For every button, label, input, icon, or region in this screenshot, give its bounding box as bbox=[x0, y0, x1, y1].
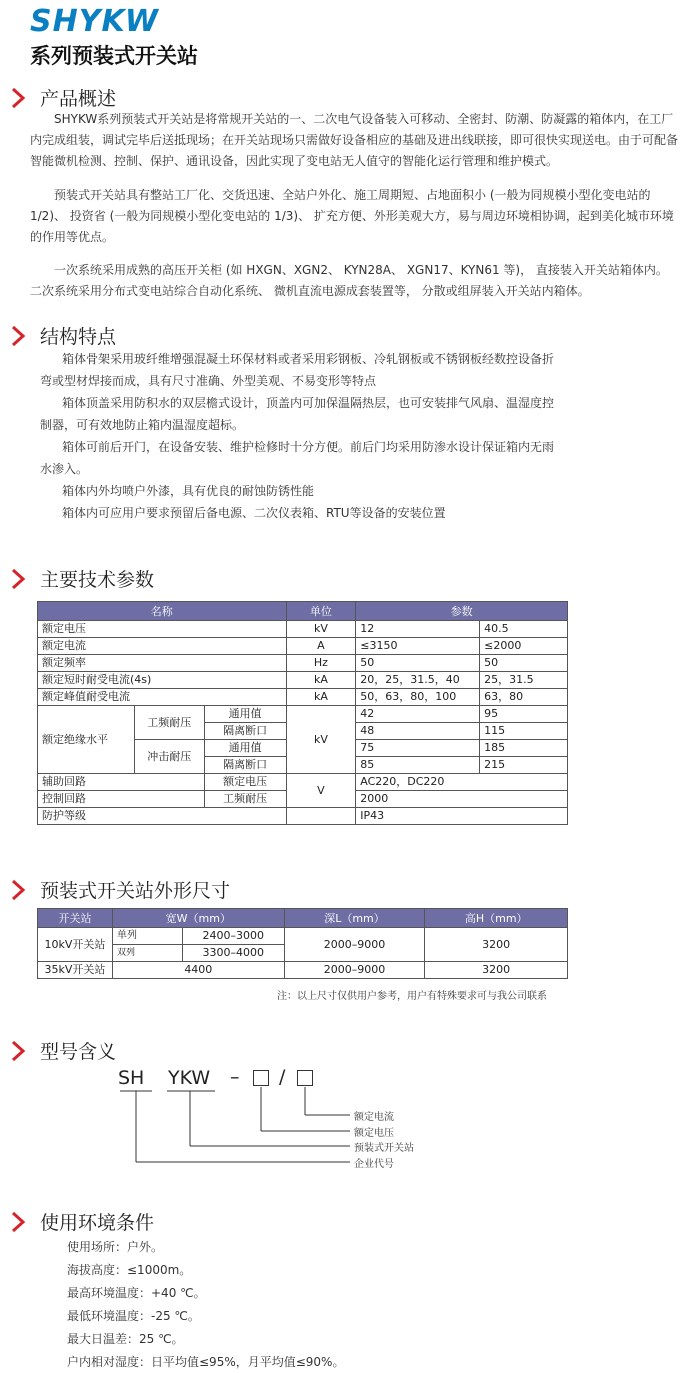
header-unit: 单位 bbox=[286, 602, 356, 621]
cell-value: 20，25，31.5，40 bbox=[356, 672, 480, 689]
brand-logo: SHYKW bbox=[30, 4, 159, 39]
cell-subname: 额定电压 bbox=[204, 774, 286, 791]
section-title: 结构特点 bbox=[40, 326, 117, 348]
env-line: 最低环境温度：-25 ℃。 bbox=[67, 1309, 200, 1323]
chevron-right-icon bbox=[8, 1210, 30, 1234]
env-line: 最高环境温度：+40 ℃。 bbox=[67, 1286, 206, 1300]
cell-name: 10kV开关站 bbox=[38, 928, 113, 962]
section-title: 预装式开关站外形尺寸 bbox=[40, 880, 231, 902]
env-line: 使用场所：户外。 bbox=[67, 1240, 164, 1254]
section-title: 使用环境条件 bbox=[40, 1212, 155, 1234]
cell-value: 115 bbox=[480, 723, 568, 740]
cell-name: 辅助回路 bbox=[38, 774, 205, 791]
section-title: 产品概述 bbox=[40, 88, 117, 110]
cell-value: 185 bbox=[480, 740, 568, 757]
env-line: 海拔高度：≤1000m。 bbox=[67, 1263, 192, 1277]
cell-value: 3300–4000 bbox=[182, 945, 284, 962]
env-line: 户内相对湿度：日平均值≤95%，月平均值≤90%。 bbox=[67, 1355, 345, 1369]
cell-value: 2000 bbox=[356, 791, 568, 808]
cell-value: 25，31.5 bbox=[480, 672, 568, 689]
structure-line: 箱体骨架采用玻纤维增强混凝土环保材料或者采用彩钢板、冷轧钢板或不锈钢板经数控设备折 bbox=[62, 352, 555, 366]
section-title: 主要技术参数 bbox=[40, 569, 155, 591]
cell-name: 额定短时耐受电流(4s) bbox=[38, 672, 287, 689]
cell-name: 额定电流 bbox=[38, 638, 287, 655]
header-height: 高H（mm） bbox=[425, 909, 568, 928]
header-param: 参数 bbox=[356, 602, 568, 621]
model-code-sh: SH bbox=[118, 1067, 145, 1089]
model-label-current: 额定电流 bbox=[354, 1112, 394, 1123]
overview-paragraph-1: SHYKW系列预装式开关站是将常规开关站的一、二次电气设备装入可移动、全密封、防潮、防凝露的箱体内，在工厂内完成组装，调试完毕后送抵现场；在开关站现场只需做好设备相应的基础及进出线联接，即可很快实现送电。由于可配备智能微机检测、控制、保护、通讯设备，因此实现了变电站无人值守的智能化运行管理和维护模式。 bbox=[30, 112, 679, 168]
structure-line: 箱体内外均喷户外漆，具有优良的耐蚀防锈性能 bbox=[62, 484, 315, 498]
cell-name: 额定频率 bbox=[38, 655, 287, 672]
cell-unit: V bbox=[286, 774, 356, 808]
header-width: 宽W（mm） bbox=[112, 909, 284, 928]
cell-value: 2400–3000 bbox=[182, 928, 284, 945]
cell-name: 额定电压 bbox=[38, 621, 287, 638]
cell-subname: 通用值 bbox=[204, 706, 286, 723]
cell-subname: 工频耐压 bbox=[134, 706, 204, 740]
header-name: 名称 bbox=[38, 602, 287, 621]
cell-name: 防护等级 bbox=[38, 808, 287, 825]
cell-unit: kA bbox=[286, 672, 356, 689]
section-env-header bbox=[8, 1208, 154, 1235]
model-slash: / bbox=[279, 1066, 286, 1088]
overview-paragraph-2: 预装式开关站具有整站工厂化、交货迅速、全站户外化、施工周期短、占地面积小 (一般为同规模小型化变电站的1/2)、 投资省 (一般为同规模小型化变电站的 1/3)、 扩充方便、外形美观大方，易与周边环境相协调，起到美化城市环境的作用等优点。 bbox=[30, 188, 674, 244]
cell-unit: kV bbox=[286, 621, 356, 638]
cell-value: 95 bbox=[480, 706, 568, 723]
cell-value: 215 bbox=[480, 757, 568, 774]
cell-unit: A bbox=[286, 638, 356, 655]
cell-name: 额定峰值耐受电流 bbox=[38, 689, 287, 706]
header-depth: 深L（mm） bbox=[284, 909, 425, 928]
structure-line: 制器，可有效地防止箱内温湿度超标。 bbox=[40, 418, 245, 432]
model-label-voltage: 额定电压 bbox=[354, 1128, 394, 1139]
cell-subname: 双列 bbox=[112, 945, 182, 962]
cell-subname: 单列 bbox=[112, 928, 182, 945]
cell-unit: kA bbox=[286, 689, 356, 706]
cell-subname: 通用值 bbox=[204, 740, 286, 757]
model-code-ykw: YKW bbox=[168, 1067, 211, 1089]
cell-value: ≤2000 bbox=[480, 638, 568, 655]
model-label-company: 企业代号 bbox=[354, 1159, 394, 1170]
cell-value: 4400 bbox=[112, 962, 284, 979]
overview-paragraph-3: 一次系统采用成熟的高压开关柜 (如 HXGN、XGN2、 KYN28A、 XGN17、KYN61 等)， 直接装入开关站箱体内。二次系统采用分布式变电站综合自动化系统、 微机直流电源成套装置等， 分散或组屏装入开关站内箱体。 bbox=[30, 263, 668, 298]
structure-line: 弯或型材焊接而成，具有尺寸准确、外型美观、不易变形等特点 bbox=[40, 374, 377, 388]
cell-value: 3200 bbox=[425, 962, 568, 979]
model-dash: – bbox=[230, 1066, 240, 1088]
cell-subname: 隔离断口 bbox=[204, 757, 286, 774]
structure-line: 箱体可前后开门，在设备安装、维护检修时十分方便。前后门均采用防渗水设计保证箱内无雨 bbox=[62, 440, 555, 454]
cell-value: 50，63，80，100 bbox=[356, 689, 480, 706]
cell-value: 50 bbox=[356, 655, 480, 672]
cell-subname: 冲击耐压 bbox=[134, 740, 204, 774]
header-station: 开关站 bbox=[38, 909, 113, 928]
cell-value: 42 bbox=[356, 706, 480, 723]
cell-value: 2000–9000 bbox=[284, 928, 425, 962]
cell-subname: 工频耐压 bbox=[204, 791, 286, 808]
cell-name: 35kV开关站 bbox=[38, 962, 113, 979]
cell-name: 额定绝缘水平 bbox=[38, 706, 135, 774]
cell-value: 63，80 bbox=[480, 689, 568, 706]
cell-value: 85 bbox=[356, 757, 480, 774]
structure-line: 箱体顶盖采用防积水的双层檐式设计，顶盖内可加保温隔热层，也可安装排气风扇、温湿度控 bbox=[62, 396, 555, 410]
cell-value: IP43 bbox=[356, 808, 568, 825]
model-label-station: 预装式开关站 bbox=[354, 1143, 414, 1154]
section-title: 型号含义 bbox=[40, 1041, 117, 1063]
cell-value: 48 bbox=[356, 723, 480, 740]
cell-value: 50 bbox=[480, 655, 568, 672]
cell-value: AC220，DC220 bbox=[356, 774, 568, 791]
env-line: 最大日温差：25 ℃。 bbox=[67, 1332, 184, 1346]
cell-value: 3200 bbox=[425, 928, 568, 962]
cell-value: 40.5 bbox=[480, 621, 568, 638]
cell-name: 控制回路 bbox=[38, 791, 205, 808]
cell-unit: Hz bbox=[286, 655, 356, 672]
structure-line: 水渗入。 bbox=[40, 462, 89, 476]
cell-value: 12 bbox=[356, 621, 480, 638]
structure-line: 箱体内可应用户要求预留后备电源、二次仪表箱、RTU等设备的安装位置 bbox=[62, 506, 446, 520]
cell-value: 2000–9000 bbox=[284, 962, 425, 979]
cell-value: ≤3150 bbox=[356, 638, 480, 655]
cell-value: 75 bbox=[356, 740, 480, 757]
cell-subname: 隔离断口 bbox=[204, 723, 286, 740]
dims-note: 注：以上尺寸仅供用户参考，用户有特殊要求可与我公司联系 bbox=[277, 991, 547, 1002]
cell-unit: kV bbox=[286, 706, 356, 774]
page-title: 系列预装式开关站 bbox=[30, 44, 198, 68]
